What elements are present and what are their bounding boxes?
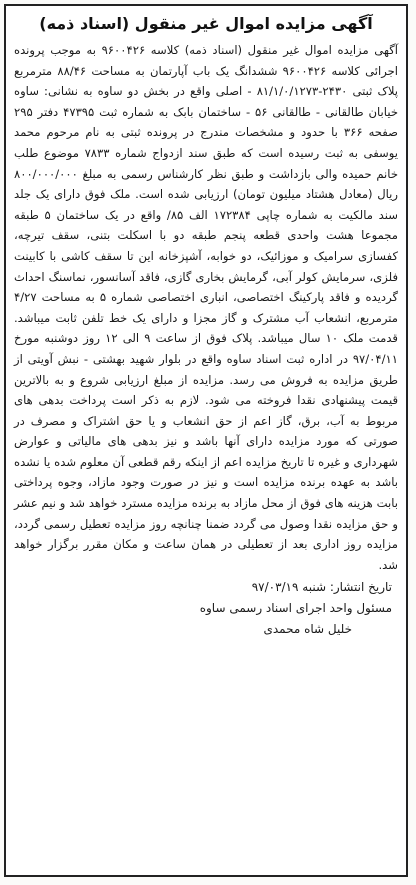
signatory-title: مسئول واحد اجرای اسناد رسمی ساوه [199, 601, 392, 616]
notice-body: آگهی مزایده اموال غیر منقول (اسناد ذمه) کلاسه ۹۶۰۰۴۲۶ به موجب پرونده اجرائی کلاسه ۹۶۰۰۴۲۶ ششدانگ یک باب آپارتمان به مساحت ۸۸/۴۶ مترمربع پلاک ثبتی ۲۴۳۰-۸۱/۱/۰/۱۲۷۳ - اصلی واقع در بخش دو ساوه به نشانی: ساوه خیابان طالقانی - طالقانی ۵۶ - ساختمان بابک به شماره ثبت ۴۷۳۹۵ دفتر ۲۹۵ صفحه ۳۶۶ با حدود و مشخصات مندرج در پرونده ثبتی به نام مرحوم محمد یوسفی به ثبت رسیده است که طبق سند ازدواج شماره ۷۸۳۳ موضوع طلب خانم حمیده والی بازداشت و طبق نظر کارشناس رسمی به مبلغ ۸۰۰/۰۰۰/۰۰۰ ریال (معادل هشتاد میلیون تومان) ارزیابی شده است. ملک فوق دارای یک جلد سند مالکیت به شماره چاپی ۱۷۲۳۸۴ الف ۸۵/ واقع در یک ساختمان ۵ طبقه مجموعا هشت واحدی قطعه پنجم طبقه دو با اسکلت بتنی، سقف تیرچه، کفسازی سرامیک و موزائیک، دو خوابه، آشپزخانه این تا سقف کاشی با کابینت فلزی، سرمایش کولر آبی، گرمایش بخاری گازی، فاقد آسانسور، نماسنگ احداث گردیده و فاقد پارکینگ اختصاصی، انباری اختصاصی شماره ۵ به مساحت ۴/۲۷ مترمربع، انشعاب آب مشترک و گاز مجزا و دارای یک خط تلفن ثابت میباشد. قدمت ملک ۱۰ سال میباشد. پلاک فوق از ساعت ۹ الی ۱۲ روز دوشنبه مورخ ۹۷/۰۴/۱۱ در اداره ثبت اسناد ساوه واقع در بلوار شهید بهشتی - نبش آویتی از طریق مزایده به فروش می رسد. مزایده از مبلغ ارزیابی شروع و به بالاترین قیمت پیشنهادی نقدا فروخته می شود. لازم به ذکر است پرداخت بدهی های مربوط به آب، برق، گاز اعم از حق انشعاب و یا حق اشتراک و مصرف در صورتی که مورد مزایده دارای آنها باشد و نیز بدهی های مالیاتی و عوارض شهرداری و غیره تا تاریخ مزایده اعم از اینکه رقم قطعی آن معلوم شده یا نشده باشد به عهده برنده مزایده است و نیز در صورت وجود مازاد، وجوه پرداختی بابت هزینه های فوق از محل مازاد به برنده مزایده مسترد خواهد شد و نیم عشر و حق مزایده نقدا وصول می گردد ضمنا چنانچه روز مزایده تعطیل رسمی گردد، مزایده روز اداری بعد از تعطیلی در همان ساعت و مکان مقرر برگزار خواهد شد. [14, 43, 398, 572]
notice-signature-block [6, 575, 406, 640]
signatory-name: خلیل شاه محمدی [263, 622, 352, 637]
notice-title: آگهی مزایده اموال غیر منقول (اسناد ذمه) [39, 14, 373, 33]
publish-date: تاریخ انتشار: شنبه ۹۷/۰۳/۱۹ [251, 580, 392, 595]
auction-notice [4, 4, 408, 877]
